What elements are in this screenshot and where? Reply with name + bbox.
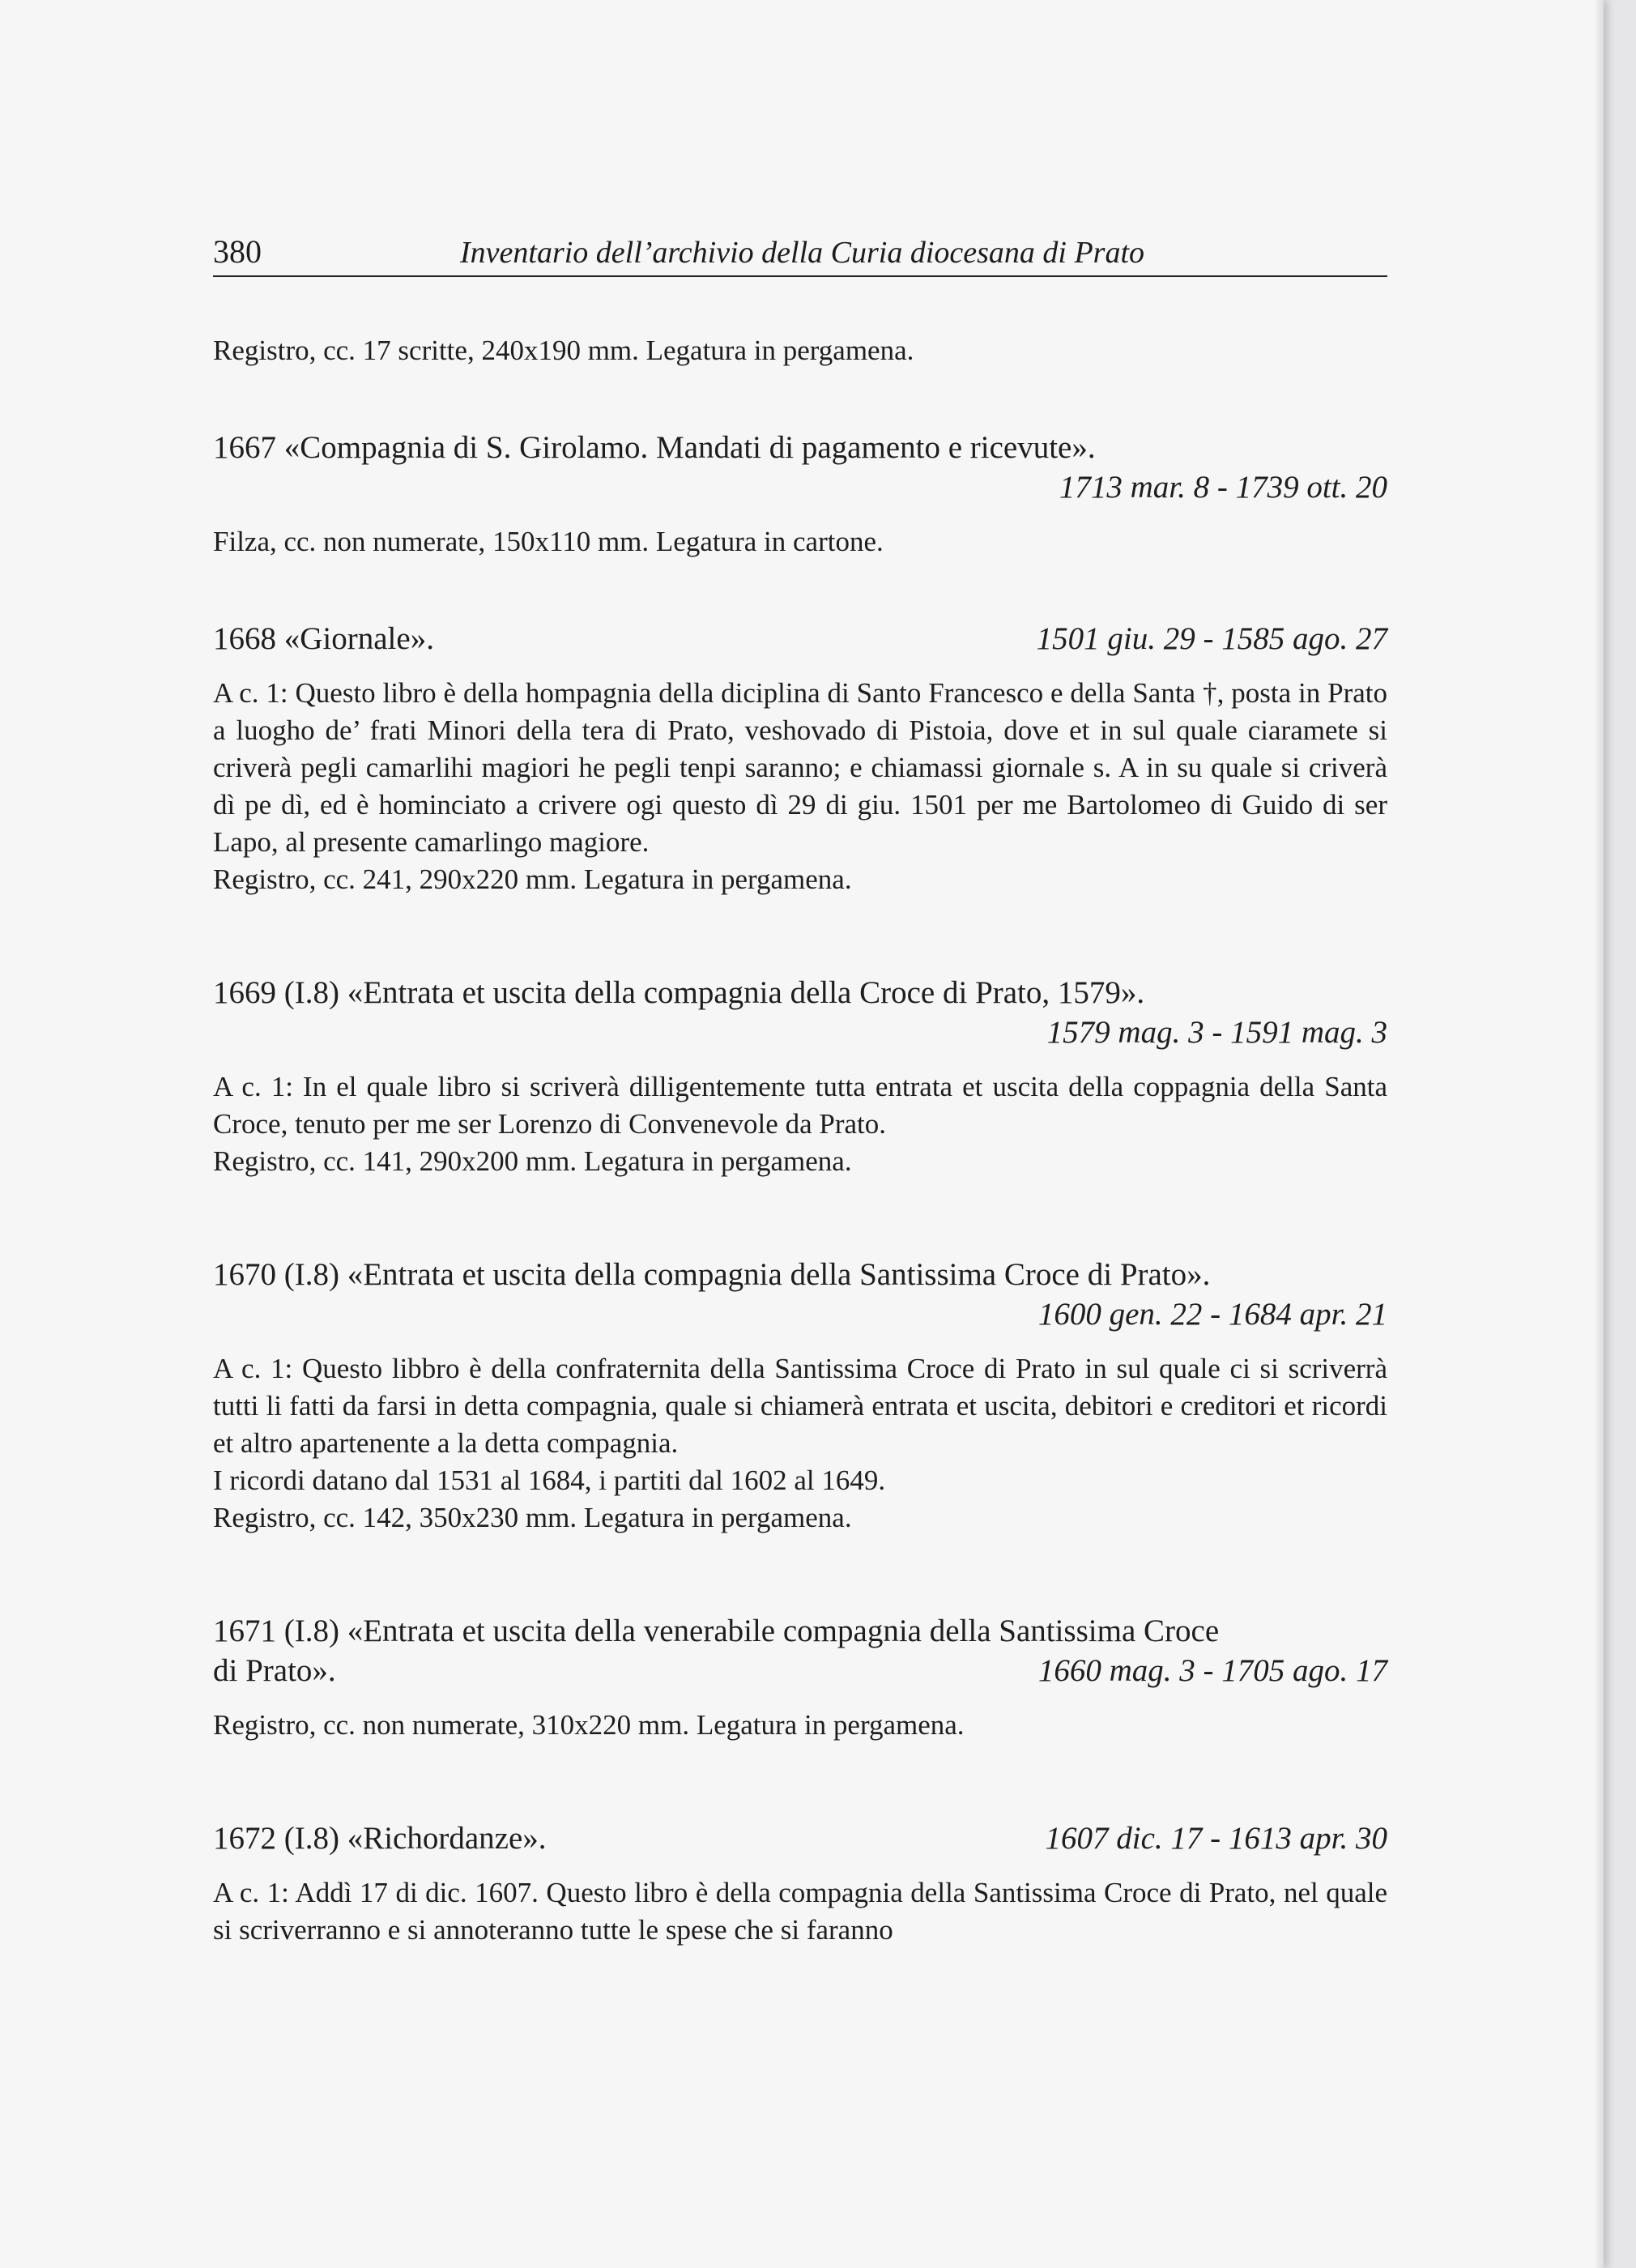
- entry-note: I ricordi datano dal 1531 al 1684, i partiti dal 1602 al 1649.: [213, 1464, 886, 1496]
- entry-description: Registro, cc. 142, 350x230 mm. Legatura in pergamena.: [213, 1502, 852, 1533]
- entry-description: Filza, cc. non numerate, 150x110 mm. Legatura in cartone.: [213, 526, 884, 557]
- page-content: [213, 332, 1387, 1949]
- entry-title-line1: 1671 (I.8) «Entrata et uscita della venerabile compagnia della Santissima Croce: [213, 1614, 1220, 1648]
- page-header: [213, 233, 1387, 277]
- entry-text: A c. 1: Questo libro è della hompagnia della diciplina di Santo Francesco e della Santa †, posta in Prato a luogho de’ frati Minori della tera di Prato, veshovado di Pistoia, dove et in sul quale ciaramete si criverà pegli camarlihi magiori he pegli tenpi saranno; e chiamassi giornale s. A in su quale si criverà dì pe dì, ed è hominciato a crivere ogi questo dì 29 di giu. 1501 per me Bartolomeo di Guido di ser Lapo, al presente camarlingo magiore.: [213, 677, 1387, 858]
- entry-title: 1668 «Giornale».: [213, 621, 434, 656]
- entry-1672: [213, 1818, 1387, 1949]
- entry-heading: [213, 619, 1387, 659]
- running-title: Inventario dell’archivio della Curia diocesana di Prato: [460, 236, 1145, 270]
- entry-date: 1607 dic. 17 - 1613 apr. 30: [1045, 1821, 1387, 1856]
- entry-1668: [213, 619, 1387, 898]
- entry-date: 1600 gen. 22 - 1684 apr. 21: [1037, 1297, 1387, 1332]
- entry-1670: [213, 1255, 1387, 1537]
- entry-description: Registro, cc. non numerate, 310x220 mm. Legatura in pergamena.: [213, 1709, 965, 1741]
- entry-date: 1501 giu. 29 - 1585 ago. 27: [1036, 621, 1387, 656]
- entry-1671: [213, 1611, 1387, 1744]
- entry-text: A c. 1: In el quale libro si scriverà dilligentemente tutta entrata et uscita della coppagnia della Santa Croce, tenuto per me ser Lorenzo di Convenevole da Prato.: [213, 1071, 1387, 1140]
- entry-date: 1713 mar. 8 - 1739 ott. 20: [1059, 470, 1387, 505]
- entry-description: Registro, cc. 141, 290x200 mm. Legatura in pergamena.: [213, 1145, 852, 1177]
- entry-1667: [213, 428, 1387, 561]
- page-number: 380: [213, 233, 262, 270]
- entry-date: 1660 mag. 3 - 1705 ago. 17: [1037, 1653, 1387, 1688]
- page-edge: [1596, 0, 1604, 2268]
- entry-title: 1672 (I.8) «Richordanze».: [213, 1821, 547, 1856]
- entry-title: 1667 «Compagnia di S. Girolamo. Mandati di pagamento e ricevute».: [213, 430, 1096, 465]
- entry-title-line2: di Prato».: [213, 1653, 336, 1688]
- entry-title: 1670 (I.8) «Entrata et uscita della compagnia della Santissima Croce di Prato».: [213, 1257, 1211, 1292]
- entry-description: Registro, cc. 241, 290x220 mm. Legatura in pergamena.: [213, 863, 852, 895]
- intro-description: Registro, cc. 17 scritte, 240x190 mm. Legatura in pergamena.: [213, 335, 914, 366]
- entry-date: 1579 mag. 3 - 1591 mag. 3: [1046, 1015, 1387, 1050]
- entry-heading: [213, 1818, 1387, 1858]
- entry-title: 1669 (I.8) «Entrata et uscita della compagnia della Croce di Prato, 1579».: [213, 975, 1145, 1010]
- entry-1669: [213, 973, 1387, 1180]
- entry-text: A c. 1: Addì 17 di dic. 1607. Questo libro è della compagnia della Santissima Croce di Prato, nel quale si scriverranno e si annoteranno tutte le spese che si faranno: [213, 1877, 1387, 1946]
- entry-heading: [213, 1651, 1387, 1690]
- entry-text: A c. 1: Questo libbro è della confraternita della Santissima Croce di Prato in sul quale ci si scriverrà tutti li fatti da farsi in detta compagnia, quale si chiamerà entrata et uscita, debitori e creditori et ricordi et altro apartenente a la detta compagnia.: [213, 1353, 1387, 1459]
